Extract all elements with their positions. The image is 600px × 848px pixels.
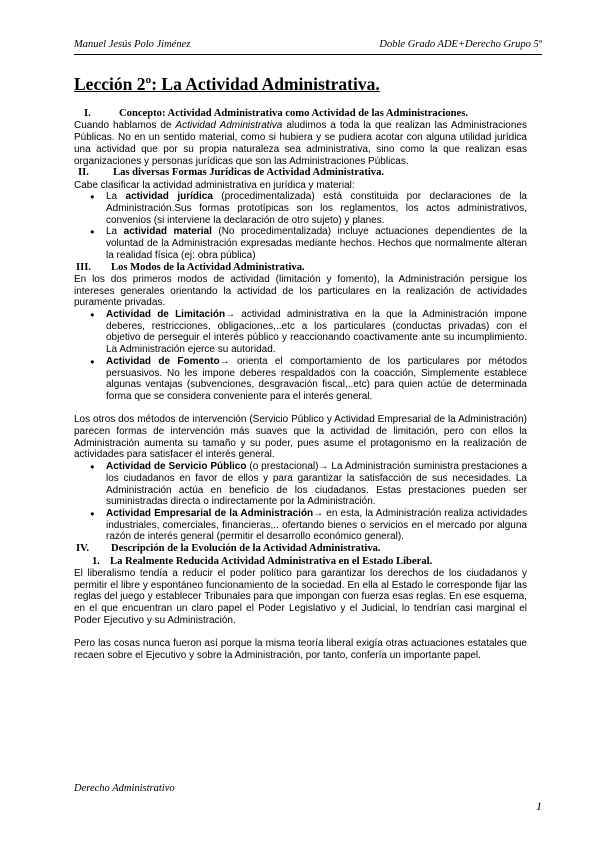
list-item: ● La actividad jurídica (procedimentalizada) está constituida por declaraciones de la Administración.Sus formas prototípicas son los reglamentos, los actos administrativos, convenios (si interviene la declaración de otro sujeto) y planes. xyxy=(74,191,527,226)
section-1-title: Concepto: Actividad Administrativa como Actividad de las Administraciones. xyxy=(119,108,469,119)
list-item: ● La actividad material (No procedimentalizada) incluye actuaciones dependientes de la voluntad de la Administración expresadas mediante hechos. Hechos que normalmente alteran la realidad física (ej: obra pública) xyxy=(74,226,527,261)
subsection-1-number: 1. xyxy=(92,555,100,567)
section-2-heading xyxy=(74,167,527,179)
list-item: ● Actividad de Servicio Público (o prestacional)→ La Administración suministra prestaciones a los ciudadanos en favor de ellos y para garantizar la satisfacción de sus necesidades. La Administración actúa en beneficio de los ciudadanos. Estas prestaciones pueden ser suministradas directa o indirectamente por la Administración. xyxy=(74,461,527,508)
section-1-number: I. xyxy=(84,108,91,119)
list-item: ● Actividad Empresarial de la Administración→ en esta, la Administración realiza actividades industriales, comerciales, financieras,.. ofertando bienes o servicios en el mercado por alguna razón de interés general (permitir el desarrollo económico general). xyxy=(74,508,527,543)
list-item: ● Actividad de Fomento→ orienta el comportamiento de los particulares por métodos persuasivos. No les impone deberes respaldados con la coacción, Simplemente establece algunas ventajas (subvenciones, desgravación fiscal,..etc) para quien actúe de determinada forma que se considera conveniente para el interés general. xyxy=(74,356,527,403)
section-4-paragraph-2: Pero las cosas nunca fueron así porque la misma teoría liberal exigía otras actuaciones estatales que recaen sobre el Ejecutivo y sobre la Administración, por tanto, confería un importante papel. xyxy=(74,638,527,661)
section-4-heading xyxy=(74,543,527,555)
section-3-paragraph-2: Los otros dos métodos de intervención (Servicio Público y Actividad Empresarial de la Administración) parecen formas de intervención más suaves que la actividad de limitación, pero con ellos la Administración aumenta su tamaño y su poder, pues asume el protagonismo en la realización de actividades para satisfacer el interés general. xyxy=(74,414,527,461)
section-2-intro: Cabe clasificar la actividad administrativa en jurídica y material: xyxy=(74,179,355,191)
subsection-1-title: La Realmente Reducida Actividad Administrativa en el Estado Liberal. xyxy=(110,555,433,567)
section-3-number: III. xyxy=(76,261,92,273)
section-2-number: II. xyxy=(78,167,89,179)
spacer xyxy=(74,626,527,638)
list-item: ● Actividad de Limitación→ actividad administrativa en la que la Administración impone deberes, restricciones, obligaciones,..etc a los particulares (conductas privadas) con el objetivo de perseguir el interés público y reaccionando coactivamente ante su incumplimiento. La Administración ejerce su autoridad. xyxy=(74,309,527,356)
emphasis-term: Actividad Administrativa xyxy=(175,120,283,132)
section-4-number: IV. xyxy=(76,543,90,555)
section-3-intro: En los dos primeros modos de actividad (limitación y fomento), la Administración persigue los intereses generales orientando la actividad de los particulares en la realización de actividades puramente privadas. xyxy=(74,273,527,309)
section-3-list-a xyxy=(74,309,527,403)
section-4-title: Descripción de la Evolución de la Actividad Administrativa. xyxy=(111,543,381,555)
header-author: Manuel Jesús Polo Jiménez xyxy=(74,39,191,50)
section-3-heading xyxy=(74,262,527,274)
page-number: 1 xyxy=(536,799,542,813)
section-4-paragraph-1: El liberalismo tendía a reducir el poder político para garantizar los derechos de los ciudadanos y permitir el libre y espontáneo funcionamiento de la sociedad. En ella al Estado le corresponde fijar las reglas del juego y establecer Tribunales para que impongan con fuerza esas reglas. En ese esquema, en el que encuentran un claro papel el Poder Legislativo y el Judicial, lo tendrían casi marginal el Poder Ejecutivo y su Administración. xyxy=(74,567,527,626)
footer-subject: Derecho Administrativo xyxy=(74,783,175,794)
spacer xyxy=(74,403,527,415)
section-1-paragraph: Cuando hablamos de Actividad Administrativa aludimos a toda la que realizan las Administraciones Públicas. No en un sentido material, como si hubiera y se pudiera acotar con alguna utilidad jurídica una actividad que por su propia naturaleza sea administrativa, sino como la que realizan esas organizaciones y personas jurídicas que son las Administraciones Públicas. xyxy=(74,120,527,167)
document-body xyxy=(74,108,527,662)
page-title: Lección 2º: La Actividad Administrativa. xyxy=(74,74,380,94)
section-2-list xyxy=(74,191,527,261)
subsection-1-heading xyxy=(74,556,527,568)
section-3-title: Los Modos de la Actividad Administrativa. xyxy=(111,261,305,273)
header-course: Doble Grado ADE+Derecho Grupo 5º xyxy=(379,39,542,50)
section-1-heading xyxy=(74,108,527,120)
section-2-title: Las diversas Formas Jurídicas de Actividad Administrativa. xyxy=(113,167,385,179)
header-rule xyxy=(74,54,542,55)
section-3-list-b xyxy=(74,461,527,543)
